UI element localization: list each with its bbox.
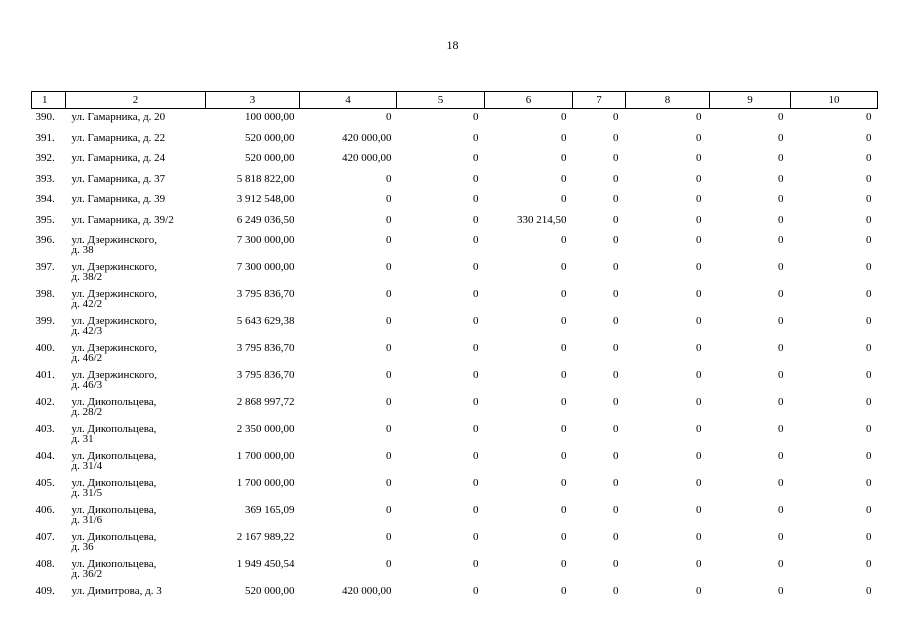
value-cell-col-8: 0 [696,172,702,185]
value-cell-col-8: 0 [696,342,702,354]
value-cell-col-10: 0 [866,131,872,144]
column-header: 1 [32,92,66,109]
row-number: 393. [35,172,55,185]
value-cell-col-3: 369 165,09 [245,504,295,516]
value-cell-col-9: 0 [778,450,784,462]
value-cell-col-9: 0 [778,172,784,185]
value-cell-col-3: 3 795 836,70 [236,369,295,381]
address-cell [66,367,206,394]
address-cell [66,313,206,340]
value-cell-col-6: 0 [561,193,567,205]
value-cell-col-6: 0 [561,172,567,185]
value-cell-col-3: 520 000,00 [245,585,295,597]
value-cell-col-5: 0 [473,131,479,144]
value-cell-col-7: 0 [613,585,619,597]
row-number: 407. [35,531,55,543]
value-cell-col-10: 0 [866,369,872,381]
value-cell-col-7: 0 [613,531,619,543]
value-cell-col-4: 0 [386,193,392,205]
value-cell-col-5: 0 [473,315,479,327]
table-row [32,191,878,212]
address-line-1: ул. Гамарника, д. 39/2 [71,213,174,226]
table-row [32,286,878,313]
value-cell-col-3: 5 818 822,00 [236,172,295,185]
value-cell-col-5: 0 [473,213,479,226]
value-cell-col-8: 0 [696,585,702,597]
address-cell [66,529,206,556]
value-cell-col-7: 0 [613,131,619,144]
value-cell-col-9: 0 [778,396,784,408]
value-cell-col-5: 0 [473,342,479,354]
value-cell-col-10: 0 [866,172,872,185]
address-line-2: д. 46/3 [71,379,103,391]
value-cell-col-8: 0 [696,261,702,273]
value-cell-col-3: 520 000,00 [245,131,295,144]
column-header: 5 [397,92,485,109]
table-row [32,502,878,529]
value-cell-col-4: 0 [386,234,392,246]
column-header: 3 [206,92,300,109]
value-cell-col-8: 0 [696,213,702,226]
value-cell-col-10: 0 [866,234,872,246]
value-cell-col-8: 0 [696,450,702,462]
table-row [32,421,878,448]
value-cell-col-8: 0 [696,396,702,408]
address-line-2: д. 31/4 [71,460,103,472]
address-line-1: ул. Димитрова, д. 3 [71,585,162,597]
value-cell-col-5: 0 [473,396,479,408]
row-number: 390. [35,111,55,123]
table-row [32,171,878,192]
table-row [32,150,878,171]
value-cell-col-4: 0 [386,342,392,354]
row-number: 404. [35,450,55,462]
value-cell-col-7: 0 [613,315,619,327]
column-header: 7 [573,92,626,109]
value-cell-col-6: 0 [561,152,567,164]
row-number: 408. [35,558,55,570]
address-line-2: д. 36/2 [71,568,103,580]
value-cell-col-3: 3 912 548,00 [236,193,295,205]
value-cell-col-4: 420 000,00 [342,152,392,164]
row-number: 394. [35,193,55,205]
value-cell-col-5: 0 [473,261,479,273]
address-line-2: д. 42/2 [71,298,103,310]
address-line-1: ул. Дикопольцева, [71,477,157,489]
value-cell-col-4: 0 [386,315,392,327]
value-cell-col-8: 0 [696,315,702,327]
column-header: 2 [66,92,206,109]
value-cell-col-5: 0 [473,369,479,381]
column-header: 10 [791,92,878,109]
row-number: 395. [35,213,55,226]
address-line-1: ул. Дзержинского, [71,288,158,300]
value-cell-col-9: 0 [778,315,784,327]
address-line-1: ул. Дзержинского, [71,261,158,273]
value-cell-col-3: 7 300 000,00 [236,234,295,246]
row-number: 396. [35,234,55,246]
table-body [32,109,878,604]
value-cell-col-8: 0 [696,504,702,516]
address-line-1: ул. Гамарника, д. 22 [71,131,166,144]
value-cell-col-6: 0 [561,342,567,354]
address-line-1: ул. Гамарника, д. 39 [71,193,166,205]
value-cell-col-10: 0 [866,423,872,435]
value-cell-col-10: 0 [866,396,872,408]
address-line-1: ул. Дикопольцева, [71,531,157,543]
address-line-2: д. 28/2 [71,406,103,418]
row-number: 399. [35,315,55,327]
address-line-1: ул. Дзержинского, [71,234,158,246]
value-cell-col-5: 0 [473,450,479,462]
value-cell-col-5: 0 [473,477,479,489]
row-number: 400. [35,342,55,354]
value-cell-col-3: 2 868 997,72 [236,396,295,408]
table-row [32,340,878,367]
value-cell-col-6: 0 [561,585,567,597]
address-cell [66,286,206,313]
address-line-1: ул. Дикопольцева, [71,396,157,408]
address-line-1: ул. Дикопольцева, [71,423,157,435]
column-header: 9 [710,92,791,109]
value-cell-col-7: 0 [613,193,619,205]
row-number: 392. [35,152,55,164]
address-line-2: д. 38/2 [71,271,103,283]
value-cell-col-9: 0 [778,131,784,144]
value-cell-col-10: 0 [866,152,872,164]
address-line-1: ул. Дзержинского, [71,315,158,327]
value-cell-col-10: 0 [866,558,872,570]
address-cell [66,150,206,171]
table-row [32,313,878,340]
value-cell-col-10: 0 [866,261,872,273]
value-cell-col-3: 3 795 836,70 [236,288,295,300]
column-header: 6 [485,92,573,109]
address-line-1: ул. Гамарника, д. 37 [71,172,166,185]
value-cell-col-5: 0 [473,531,479,543]
value-cell-col-3: 1 700 000,00 [236,477,295,489]
value-cell-col-4: 0 [386,450,392,462]
value-cell-col-10: 0 [866,342,872,354]
value-cell-col-8: 0 [696,288,702,300]
address-line-2: д. 46/2 [71,352,103,364]
address-line-2: д. 31/6 [71,514,103,526]
value-cell-col-7: 0 [613,213,619,226]
value-cell-col-5: 0 [473,193,479,205]
value-cell-col-8: 0 [696,111,702,123]
address-line-2: д. 31 [71,433,94,445]
value-cell-col-6: 0 [561,396,567,408]
value-cell-col-4: 0 [386,172,392,185]
value-cell-col-4: 0 [386,213,392,226]
value-cell-col-7: 0 [613,152,619,164]
table-row [32,109,878,130]
value-cell-col-4: 0 [386,288,392,300]
value-cell-col-4: 0 [386,558,392,570]
value-cell-col-4: 0 [386,477,392,489]
value-cell-col-9: 0 [778,288,784,300]
value-cell-col-9: 0 [778,477,784,489]
data-table [31,91,878,604]
value-cell-col-7: 0 [613,450,619,462]
value-cell-col-10: 0 [866,585,872,597]
value-cell-col-4: 0 [386,396,392,408]
value-cell-col-9: 0 [778,234,784,246]
address-cell [66,502,206,529]
value-cell-col-5: 0 [473,558,479,570]
value-cell-col-10: 0 [866,477,872,489]
value-cell-col-5: 0 [473,504,479,516]
address-cell [66,212,206,233]
table-row [32,583,878,604]
address-line-2: д. 36 [71,541,94,553]
value-cell-col-4: 0 [386,504,392,516]
value-cell-col-8: 0 [696,234,702,246]
address-cell [66,556,206,583]
value-cell-col-4: 0 [386,369,392,381]
table-row [32,448,878,475]
value-cell-col-6: 0 [561,450,567,462]
value-cell-col-3: 100 000,00 [245,111,295,123]
value-cell-col-8: 0 [696,131,702,144]
address-cell [66,448,206,475]
address-line-1: ул. Гамарника, д. 24 [71,152,166,164]
address-line-2: д. 31/5 [71,487,103,499]
address-cell [66,259,206,286]
value-cell-col-9: 0 [778,585,784,597]
value-cell-col-6: 0 [561,111,567,123]
column-header: 8 [626,92,710,109]
value-cell-col-5: 0 [473,585,479,597]
value-cell-col-8: 0 [696,193,702,205]
table-row [32,232,878,259]
address-cell [66,191,206,212]
table-row [32,475,878,502]
value-cell-col-6: 0 [561,261,567,273]
value-cell-col-5: 0 [473,234,479,246]
value-cell-col-9: 0 [778,193,784,205]
value-cell-col-7: 0 [613,423,619,435]
value-cell-col-7: 0 [613,558,619,570]
address-cell [66,394,206,421]
table-row [32,529,878,556]
row-number: 391. [35,131,55,144]
value-cell-col-6: 0 [561,288,567,300]
value-cell-col-6: 0 [561,369,567,381]
value-cell-col-6: 330 214,50 [517,213,567,226]
value-cell-col-8: 0 [696,477,702,489]
value-cell-col-7: 0 [613,172,619,185]
value-cell-col-6: 0 [561,531,567,543]
value-cell-col-4: 0 [386,261,392,273]
value-cell-col-6: 0 [561,315,567,327]
row-number: 402. [35,396,55,408]
value-cell-col-9: 0 [778,342,784,354]
value-cell-col-10: 0 [866,213,872,226]
value-cell-col-10: 0 [866,450,872,462]
value-cell-col-7: 0 [613,342,619,354]
value-cell-col-7: 0 [613,234,619,246]
value-cell-col-7: 0 [613,504,619,516]
value-cell-col-7: 0 [613,396,619,408]
value-cell-col-9: 0 [778,369,784,381]
table-row [32,130,878,151]
address-line-1: ул. Дзержинского, [71,369,158,381]
table-row [32,556,878,583]
value-cell-col-5: 0 [473,288,479,300]
table-row [32,212,878,233]
column-header: 4 [300,92,397,109]
address-cell [66,171,206,192]
value-cell-col-3: 5 643 629,38 [236,315,295,327]
value-cell-col-6: 0 [561,423,567,435]
address-line-2: д. 42/3 [71,325,103,337]
value-cell-col-9: 0 [778,423,784,435]
value-cell-col-6: 0 [561,504,567,516]
address-cell [66,583,206,604]
value-cell-col-6: 0 [561,131,567,144]
address-line-1: ул. Гамарника, д. 20 [71,111,166,123]
address-line-1: ул. Дикопольцева, [71,558,157,570]
value-cell-col-10: 0 [866,288,872,300]
table-row [32,259,878,286]
value-cell-col-3: 2 167 989,22 [236,531,295,543]
address-cell [66,109,206,130]
value-cell-col-6: 0 [561,558,567,570]
row-number: 403. [35,423,55,435]
value-cell-col-7: 0 [613,288,619,300]
value-cell-col-10: 0 [866,111,872,123]
value-cell-col-3: 7 300 000,00 [236,261,295,273]
value-cell-col-9: 0 [778,558,784,570]
value-cell-col-4: 420 000,00 [342,131,392,144]
value-cell-col-9: 0 [778,213,784,226]
value-cell-col-10: 0 [866,315,872,327]
value-cell-col-7: 0 [613,369,619,381]
value-cell-col-3: 2 350 000,00 [236,423,295,435]
address-cell [66,475,206,502]
row-number: 405. [35,477,55,489]
table-row [32,394,878,421]
table-row [32,367,878,394]
header-row [32,92,878,109]
value-cell-col-3: 1 949 450,54 [236,558,295,570]
value-cell-col-9: 0 [778,152,784,164]
value-cell-col-6: 0 [561,477,567,489]
value-cell-col-4: 0 [386,111,392,123]
row-number: 406. [35,504,55,516]
value-cell-col-5: 0 [473,172,479,185]
address-line-1: ул. Дикопольцева, [71,450,157,462]
address-line-1: ул. Дикопольцева, [71,504,157,516]
address-cell [66,232,206,259]
value-cell-col-7: 0 [613,111,619,123]
value-cell-col-5: 0 [473,111,479,123]
value-cell-col-9: 0 [778,261,784,273]
value-cell-col-4: 0 [386,531,392,543]
row-number: 398. [35,288,55,300]
value-cell-col-5: 0 [473,152,479,164]
value-cell-col-8: 0 [696,558,702,570]
value-cell-col-3: 6 249 036,50 [236,213,295,226]
value-cell-col-9: 0 [778,111,784,123]
address-line-1: ул. Дзержинского, [71,342,158,354]
row-number: 397. [35,261,55,273]
value-cell-col-3: 520 000,00 [245,152,295,164]
value-cell-col-8: 0 [696,152,702,164]
value-cell-col-3: 1 700 000,00 [236,450,295,462]
address-line-2: д. 38 [71,244,94,256]
page-number: 18 [446,38,459,52]
value-cell-col-10: 0 [866,193,872,205]
value-cell-col-8: 0 [696,423,702,435]
value-cell-col-3: 3 795 836,70 [236,342,295,354]
value-cell-col-7: 0 [613,477,619,489]
value-cell-col-4: 420 000,00 [342,585,392,597]
value-cell-col-10: 0 [866,504,872,516]
value-cell-col-9: 0 [778,504,784,516]
address-cell [66,340,206,367]
row-number: 409. [35,585,55,597]
value-cell-col-7: 0 [613,261,619,273]
row-number: 401. [35,369,55,381]
address-cell [66,130,206,151]
value-cell-col-8: 0 [696,531,702,543]
value-cell-col-9: 0 [778,531,784,543]
address-cell [66,421,206,448]
value-cell-col-8: 0 [696,369,702,381]
value-cell-col-6: 0 [561,234,567,246]
value-cell-col-5: 0 [473,423,479,435]
value-cell-col-4: 0 [386,423,392,435]
value-cell-col-10: 0 [866,531,872,543]
